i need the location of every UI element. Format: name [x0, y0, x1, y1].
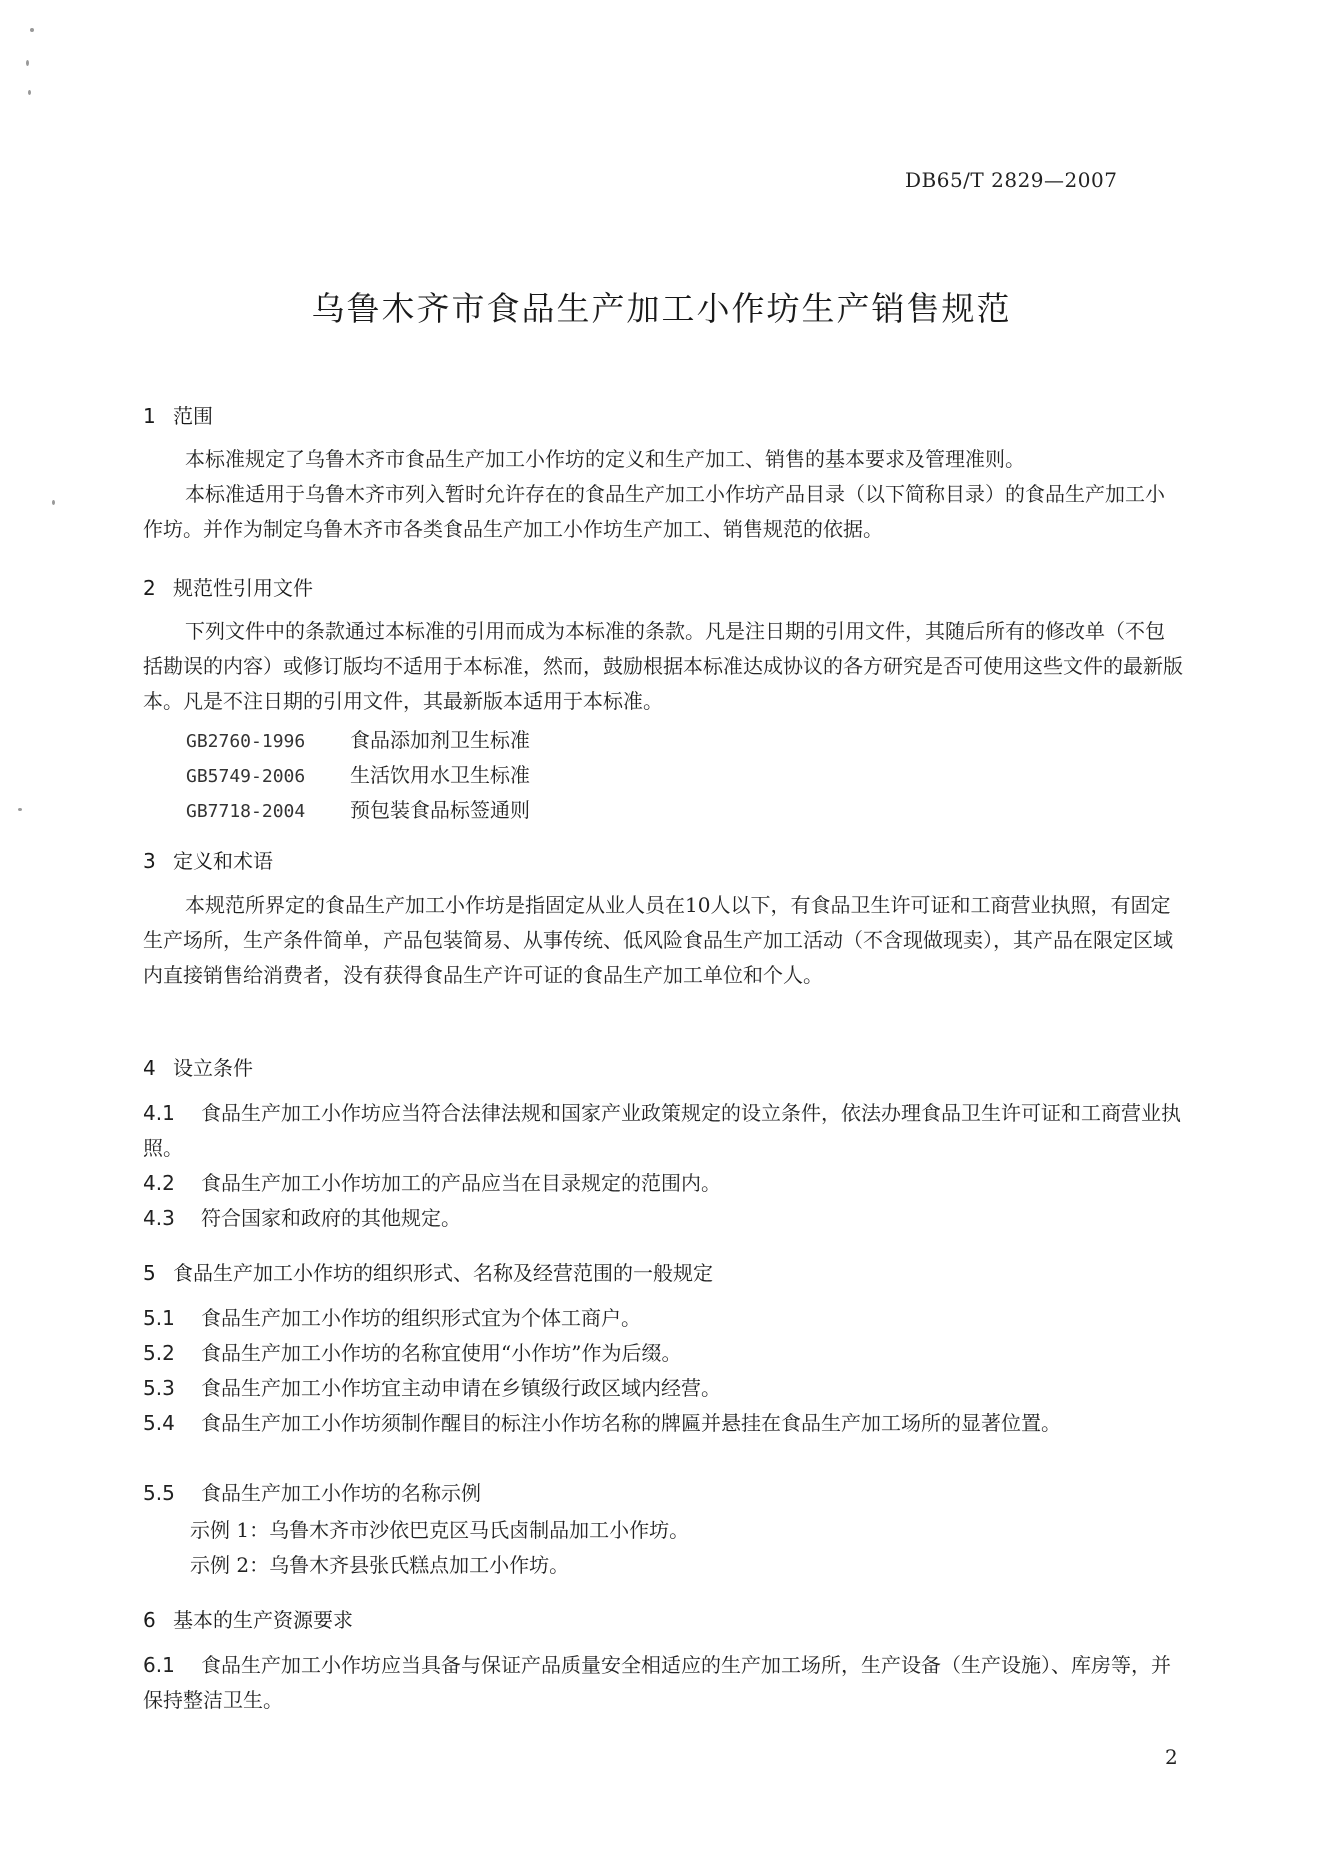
section-3-heading: 3 定义和术语: [143, 849, 273, 873]
section-1-paragraph-2: 本标准适用于乌鲁木齐市列入暂时允许存在的食品生产加工小作坊产品目录（以下简称目录）的食品生产加工小作坊。并作为制定乌鲁木齐市各类食品生产加工小作坊生产加工、销售规范的依据。: [143, 482, 1165, 541]
reference-item: GB7718-2004 预包装食品标签通则: [186, 798, 530, 822]
scan-speck: [28, 90, 31, 95]
reference-item: GB2760-1996 食品添加剂卫生标准: [186, 728, 530, 752]
section-1-paragraph-1: 本标准规定了乌鲁木齐市食品生产加工小作坊的定义和生产加工、销售的基本要求及管理准则。: [185, 447, 1025, 471]
clause-4-3: 4.3 符合国家和政府的其他规定。: [143, 1206, 461, 1230]
clause-4-1: 4.1 食品生产加工小作坊应当符合法律法规和国家产业政策规定的设立条件，依法办理食品卫生许可证和工商营业执照。: [143, 1101, 1181, 1160]
clause-5-4: 5.4 食品生产加工小作坊须制作醒目的标注小作坊名称的牌匾并悬挂在食品生产加工场所的显著位置。: [143, 1411, 1061, 1435]
section-4-heading: 4 设立条件: [143, 1056, 253, 1080]
scan-speck: [18, 808, 22, 811]
document-title: 乌鲁木齐市食品生产加工小作坊生产销售规范: [311, 289, 1012, 328]
reference-item: GB5749-2006 生活饮用水卫生标准: [186, 763, 530, 787]
section-1-heading: 1 范围: [143, 404, 213, 428]
clause-5-1: 5.1 食品生产加工小作坊的组织形式宜为个体工商户。: [143, 1306, 641, 1330]
section-2-paragraph-1: 下列文件中的条款通过本标准的引用而成为本标准的条款。凡是注日期的引用文件，其随后所有的修改单（不包括勘误的内容）或修订版均不适用于本标准，然而，鼓励根据本标准达成协议的各方研究是否可使用这些文件的最新版本。凡是不注日期的引用文件，其最新版本适用于本标准。: [143, 619, 1183, 713]
example-1: 示例 1：乌鲁木齐市沙依巴克区马氏卤制品加工小作坊。: [190, 1518, 690, 1542]
section-5-heading: 5 食品生产加工小作坊的组织形式、名称及经营范围的一般规定: [143, 1261, 713, 1285]
clause-4-2: 4.2 食品生产加工小作坊加工的产品应当在目录规定的范围内。: [143, 1171, 721, 1195]
clause-5-5: 5.5 食品生产加工小作坊的名称示例: [143, 1481, 481, 1505]
scan-speck: [30, 28, 34, 32]
section-2-heading: 2 规范性引用文件: [143, 576, 313, 600]
clause-6-1: 6.1 食品生产加工小作坊应当具备与保证产品质量安全相适应的生产加工场所，生产设备（生产设施）、库房等，并保持整洁卫生。: [143, 1653, 1171, 1712]
scan-speck: [26, 60, 29, 66]
scan-speck: [52, 500, 55, 505]
clause-5-3: 5.3 食品生产加工小作坊宜主动申请在乡镇级行政区域内经营。: [143, 1376, 721, 1400]
example-2: 示例 2：乌鲁木齐县张氏糕点加工小作坊。: [190, 1553, 570, 1577]
page-number: 2: [1165, 1745, 1178, 1769]
standard-code: DB65/T 2829—2007: [905, 168, 1118, 192]
section-3-paragraph-1: 本规范所界定的食品生产加工小作坊是指固定从业人员在10人以下，有食品卫生许可证和工商营业执照，有固定生产场所，生产条件简单，产品包装简易、从事传统、低风险食品生产加工活动（不含现做现卖），其产品在限定区域内直接销售给消费者，没有获得食品生产许可证的食品生产加工单位和个人。: [143, 893, 1173, 987]
section-6-heading: 6 基本的生产资源要求: [143, 1608, 353, 1632]
clause-5-2: 5.2 食品生产加工小作坊的名称宜使用“小作坊”作为后缀。: [143, 1341, 682, 1365]
